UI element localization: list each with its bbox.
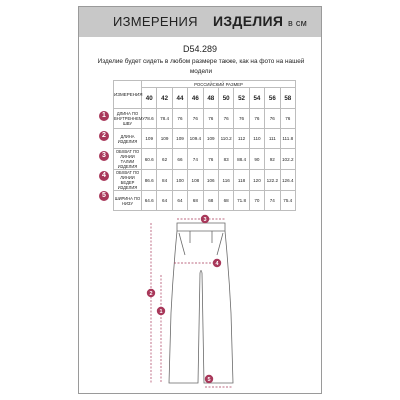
measurement-value: 68 — [188, 191, 203, 211]
sizes-row — [114, 88, 296, 109]
measurement-value: 64 — [172, 191, 187, 211]
measurement-value: 111.8 — [280, 129, 295, 149]
diagram-label-5: 5 — [207, 377, 211, 383]
measurement-value: 62 — [157, 149, 172, 170]
measurement-value: 111 — [265, 129, 280, 149]
diagram-label-4: 4 — [215, 261, 219, 267]
measurements-header: ИЗМЕРЕНИЯ — [114, 81, 142, 109]
measurement-value: 109.4 — [188, 129, 203, 149]
measurement-value: 64.6 — [142, 191, 157, 211]
russian-size-header: РОССИЙСКИЙ РАЗМЕР — [142, 81, 296, 88]
measurement-value: 76 — [203, 109, 218, 129]
measurement-value: 108 — [188, 170, 203, 191]
measurement-label: ОБХВАТ ПО ЛИНИИ БЕДЕР ИЗДЕЛИЯ — [114, 170, 142, 191]
measurement-value: 76 — [280, 109, 295, 129]
measurement-value: 71.8 — [234, 191, 249, 211]
table-row — [114, 170, 296, 191]
size-header-cell: 42 — [157, 88, 172, 109]
measurement-value: 78.6 — [142, 109, 157, 129]
table-row — [114, 191, 296, 211]
title-part2: ИЗДЕЛИЯ — [213, 13, 284, 29]
article-number: D54.289 — [182, 44, 218, 54]
measurement-value: 70 — [249, 191, 264, 211]
size-header-cell: 40 — [142, 88, 157, 109]
size-header-cell: 48 — [203, 88, 218, 109]
row-number-badge: 1 — [99, 111, 109, 121]
diagram-label-1: 1 — [159, 309, 163, 315]
size-header-cell: 54 — [249, 88, 264, 109]
measurement-value: 86.6 — [142, 170, 157, 191]
measurement-value: 120 — [249, 170, 264, 191]
measurement-value: 60.6 — [142, 149, 157, 170]
table-header-row-top — [114, 81, 296, 88]
measurement-value: 76 — [188, 109, 203, 129]
diagram-label-3: 3 — [203, 217, 207, 223]
measurement-value: 76 — [218, 109, 233, 129]
size-header-cell: 58 — [280, 88, 295, 109]
measurement-value: 126.4 — [280, 170, 295, 191]
size-header-cell: 52 — [234, 88, 249, 109]
measurement-value: 116 — [218, 170, 233, 191]
measurement-value: 118 — [234, 170, 249, 191]
measurement-label: ДЛИНА ПО ВНУТРЕННЕМУ ШВУ — [114, 109, 142, 129]
table-row — [114, 149, 296, 170]
measurement-label: ШИРИНА ПО НИЗУ — [114, 191, 142, 211]
size-table — [113, 80, 296, 211]
measurement-value: 102.2 — [280, 149, 295, 170]
measurement-value: 109 — [142, 129, 157, 149]
measurement-value: 64 — [157, 191, 172, 211]
table-row — [114, 129, 296, 149]
measurement-value: 83 — [218, 149, 233, 170]
measurement-value: 109 — [172, 129, 187, 149]
measurement-value: 78.4 — [157, 109, 172, 129]
measurement-value: 68 — [218, 191, 233, 211]
measurement-value: 76 — [234, 109, 249, 129]
diagram-label-2: 2 — [149, 291, 153, 297]
measurement-value: 84 — [157, 170, 172, 191]
row-number-badge: 5 — [99, 191, 109, 201]
measurement-value: 76 — [172, 109, 187, 129]
measurement-value: 66 — [172, 149, 187, 170]
measurement-value: 122.2 — [265, 170, 280, 191]
table-row — [114, 109, 296, 129]
measurement-label: ДЛИНА ИЗДЕЛИЯ — [114, 129, 142, 149]
measurement-value: 90 — [249, 149, 264, 170]
fit-note: Изделие будет сидеть в любом размере также, как на фото на нашей модели — [97, 58, 305, 75]
size-chart-card — [78, 6, 322, 394]
measurement-value: 76 — [249, 109, 264, 129]
measurement-value: 75.4 — [280, 191, 295, 211]
measurement-value: 88.4 — [234, 149, 249, 170]
measurement-value: 106 — [203, 170, 218, 191]
measurement-value: 74 — [265, 191, 280, 211]
size-header-cell: 50 — [218, 88, 233, 109]
measurement-value: 68 — [203, 191, 218, 211]
trousers-diagram — [79, 213, 323, 395]
size-header-cell: 46 — [188, 88, 203, 109]
measurement-value: 109 — [203, 129, 218, 149]
measurement-label: ОБХВАТ ПО ЛИНИИ ТАЛИИ ИЗДЕЛИЯ — [114, 149, 142, 170]
measurement-value: 74 — [188, 149, 203, 170]
measurement-value: 100 — [172, 170, 187, 191]
measurement-value: 110.2 — [218, 129, 233, 149]
size-header-cell: 44 — [172, 88, 187, 109]
title-part1: ИЗМЕРЕНИЯ — [113, 14, 198, 29]
row-number-badge: 3 — [99, 151, 109, 161]
measurement-value: 92 — [265, 149, 280, 170]
title-bar — [79, 7, 321, 37]
row-number-badge: 2 — [99, 131, 109, 141]
measurement-value: 110 — [249, 129, 264, 149]
measurement-value: 112 — [234, 129, 249, 149]
measurement-value: 109 — [157, 129, 172, 149]
row-number-badge: 4 — [99, 171, 109, 181]
size-header-cell: 56 — [265, 88, 280, 109]
measurement-value: 76 — [265, 109, 280, 129]
title-unit: в см — [288, 18, 308, 28]
measurement-value: 76 — [203, 149, 218, 170]
